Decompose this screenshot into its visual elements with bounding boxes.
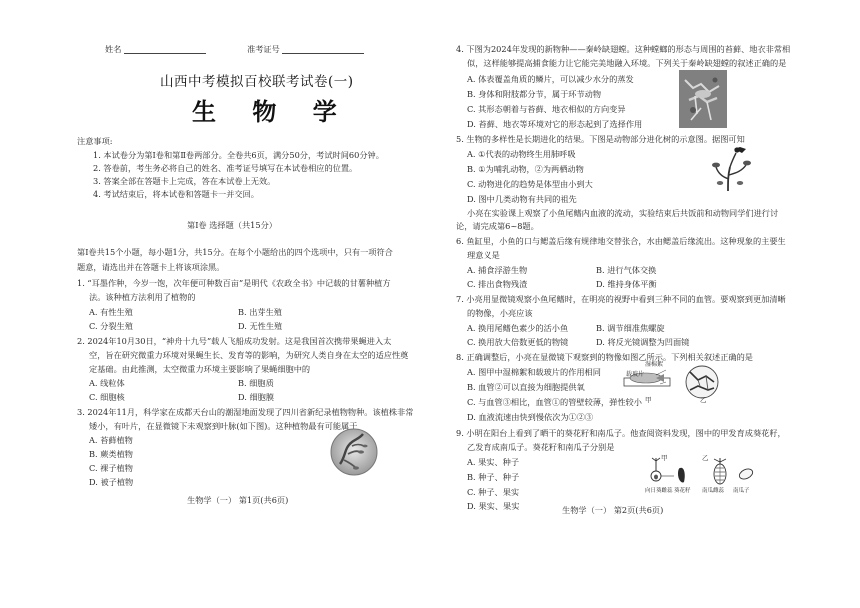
option: C. 种子、果实 [467, 487, 520, 497]
option: C. 分裂生殖 [89, 321, 133, 331]
option: D. 被子植物 [89, 477, 134, 487]
question-line: 6. 鱼缸里，小鱼的口与鳃盖后缘有规律地交替张合，水由鳃盖后缘流出。这种现象的主要生 [456, 236, 786, 246]
option: D. 血液流速由快到慢依次为①②③ [467, 412, 594, 422]
figure-caption: 南瓜雌蕊 [702, 488, 725, 494]
option: A. 线粒体 [89, 378, 125, 388]
option: C. 细胞核 [89, 392, 125, 402]
section-heading: 第Ⅰ卷 选择题（共15分） [187, 220, 277, 230]
question-line: 1. “耳墨作种，今岁一饱，次年便可种数百亩”是明代《农政全书》中记载的甘薯种植方 [77, 278, 391, 288]
question-line: 法。该种植方法利用了植物的 [89, 292, 196, 302]
mantis-photo-figure [679, 70, 727, 128]
option: A. 体表覆盖角质的鳞片，可以减少水分的蒸发 [467, 74, 634, 84]
question-line: 似，这样能够提高捕食能力让它能完美地融入环境。下列关于秦岭缺翅螳的叙述正确的是 [467, 58, 787, 68]
option: D. 无性生殖 [238, 321, 283, 331]
option: C. 其形态朝着与苔藓、地衣相似的方向变异 [467, 104, 626, 114]
figure-label-slide: 载玻片 [626, 371, 645, 378]
subject-title: 生 物 学 [192, 97, 351, 126]
option: C. 动物进化的趋势是体型由小到大 [467, 179, 593, 189]
option: A. 捕食浮游生物 [467, 265, 528, 275]
note-item: 1. 本试卷分为第Ⅰ卷和第Ⅱ卷两部分。全卷共6页，满分50分，考试时间60分钟。 [93, 150, 384, 160]
note-item: 3. 答案全部在答题卡上完成，答在本试卷上无效。 [93, 176, 276, 186]
option: B. 调节细准焦螺旋 [596, 323, 665, 333]
question-line: 空，旨在研究微重力环境对果蝇生长、发育等的影响，为研究人类自身在太空的适应性奠 [89, 350, 409, 360]
option: B. 细胞质 [238, 378, 274, 388]
option: D. 维持身体平衡 [596, 279, 657, 289]
option: B. 进行气体交换 [596, 265, 657, 275]
page-footer: 生物学（一） 第2页(共6页) [562, 505, 664, 515]
question-line: 9. 小明在阳台上看到了晒干的葵花籽和南瓜子。他查阅资料发现，图中的甲发育成葵花籽， [456, 428, 786, 438]
figure-caption: 南瓜子 [733, 488, 750, 494]
option: B. 种子、种子 [467, 472, 520, 482]
option: B. 蕨类植物 [89, 449, 133, 459]
figure-label-yi: 乙 [700, 396, 707, 404]
option: B. ①为哺乳动物，②为两栖动物 [467, 164, 584, 174]
question-line: 的物像，小亮应该 [467, 308, 533, 318]
note-item: 4. 考试结束后，将本试卷和答题卡一并交回。 [93, 189, 259, 199]
question-line: 2. 2024年10月30日，“神舟十九号”载人飞船成功发射。这是我国首次携带果蝇进入太 [77, 336, 392, 346]
section-intro: 题意，请选出并在答题卡上将该项涂黑。 [77, 262, 225, 272]
ticket-field[interactable] [282, 53, 364, 54]
question-line: 3. 2024年11月，科学家在成都天台山的潮湿地面发现了四川省新纪录植物物种。该植株非常 [77, 407, 414, 417]
option: A. 换用尾鳍色素少的活小鱼 [467, 323, 569, 333]
option: D. 将反光镜调整为凹面镜 [596, 337, 690, 347]
page-footer: 生物学（一） 第1页(共6页) [187, 495, 289, 505]
question-line: 5. 生物的多样性是长期进化的结果。下图是动物部分进化树的示意图。据图可知 [456, 134, 745, 144]
figure-label-cotton: 湿棉絮 [645, 361, 664, 368]
passage-line: 小亮在实验课上观察了小鱼尾鳍内血液的流动，实验结束后共饭前和动物同学们进行讨 [467, 208, 779, 218]
option: A. 苔藓植物 [89, 435, 133, 445]
ticket-label: 准考证号 [247, 44, 280, 54]
option: A. ①代表的动物终生用肺呼吸 [467, 149, 576, 159]
figure-label-jia: 甲 [645, 396, 652, 404]
fish-observation-figure [620, 360, 724, 408]
name-field[interactable] [124, 53, 206, 54]
note-item: 2. 答卷前，考生务必将自己的姓名、准考证号填写在本试卷相应的位置。 [93, 163, 358, 173]
option: A. 有性生殖 [89, 307, 133, 317]
option: C. 换用放大倍数更低的物镜 [467, 337, 569, 347]
question-line: 8. 正确调整后，小亮在显微镜下观察到的物像如图乙所示。下列相关叙述正确的是 [456, 352, 753, 362]
option: D. 苔藓、地衣等环境对它的形态起到了选择作用 [467, 119, 643, 129]
question-line: 理意义是 [467, 250, 500, 260]
option: A. 图甲中湿棉絮和载玻片的作用相同 [467, 367, 601, 377]
figure-mark-yi: 乙 [702, 454, 709, 462]
name-label: 姓名 [105, 44, 122, 54]
figure-mark-jia: 甲 [661, 454, 668, 462]
option: C. 与血管③相比，血管①的管壁较薄，弹性较小 [467, 397, 642, 407]
option: B. 血管②可以直接为细胞提供氧 [467, 382, 585, 392]
option: D. 图中几类动物有共同的祖先 [467, 194, 577, 204]
figure-caption: 葵花籽 [674, 488, 691, 494]
question-line: 矮小，有叶片，在显微镜下未观察到叶脉(如下图)。这种植物最有可能属于 [89, 421, 358, 431]
question-line: 定基础。由此推测，太空微重力环境主要影响了果蝇细胞中的 [89, 364, 311, 374]
option: B. 出芽生殖 [238, 307, 282, 317]
evolution-tree-figure [706, 145, 758, 193]
option: A. 果实、种子 [467, 457, 520, 467]
passage-line: 论，请完成第6~8题。 [456, 221, 539, 231]
option: D. 果实、果实 [467, 501, 520, 511]
option: B. 身体和附肢都分节，属于环节动物 [467, 89, 602, 99]
exam-title: 山西中考模拟百校联考试卷(一) [160, 74, 354, 90]
question-line: 乙发育成南瓜子。葵花籽和南瓜子分别是 [467, 442, 615, 452]
moss-micrograph-figure [330, 428, 378, 476]
figure-caption: 向日葵雌蕊 [645, 488, 673, 494]
option: C. 裸子植物 [89, 463, 133, 473]
question-line: 7. 小亮用显微镜观察小鱼尾鳍时，在明亮的视野中看到三种不同的血管。要观察到更加清晰 [456, 294, 786, 304]
notes-heading: 注意事项: [77, 136, 113, 146]
section-intro: 第Ⅰ卷共15个小题，每小题1分，共15分。在每个小题给出的四个选项中，只有一项符合 [77, 247, 393, 257]
question-line: 4. 下图为2024年发现的新物种——秦岭缺翅螳。这种螳螂的形态与周围的苔藓、地衣非常相 [456, 44, 791, 54]
option: C. 排出食物残渣 [467, 279, 528, 289]
option: D. 细胞膜 [238, 392, 275, 402]
